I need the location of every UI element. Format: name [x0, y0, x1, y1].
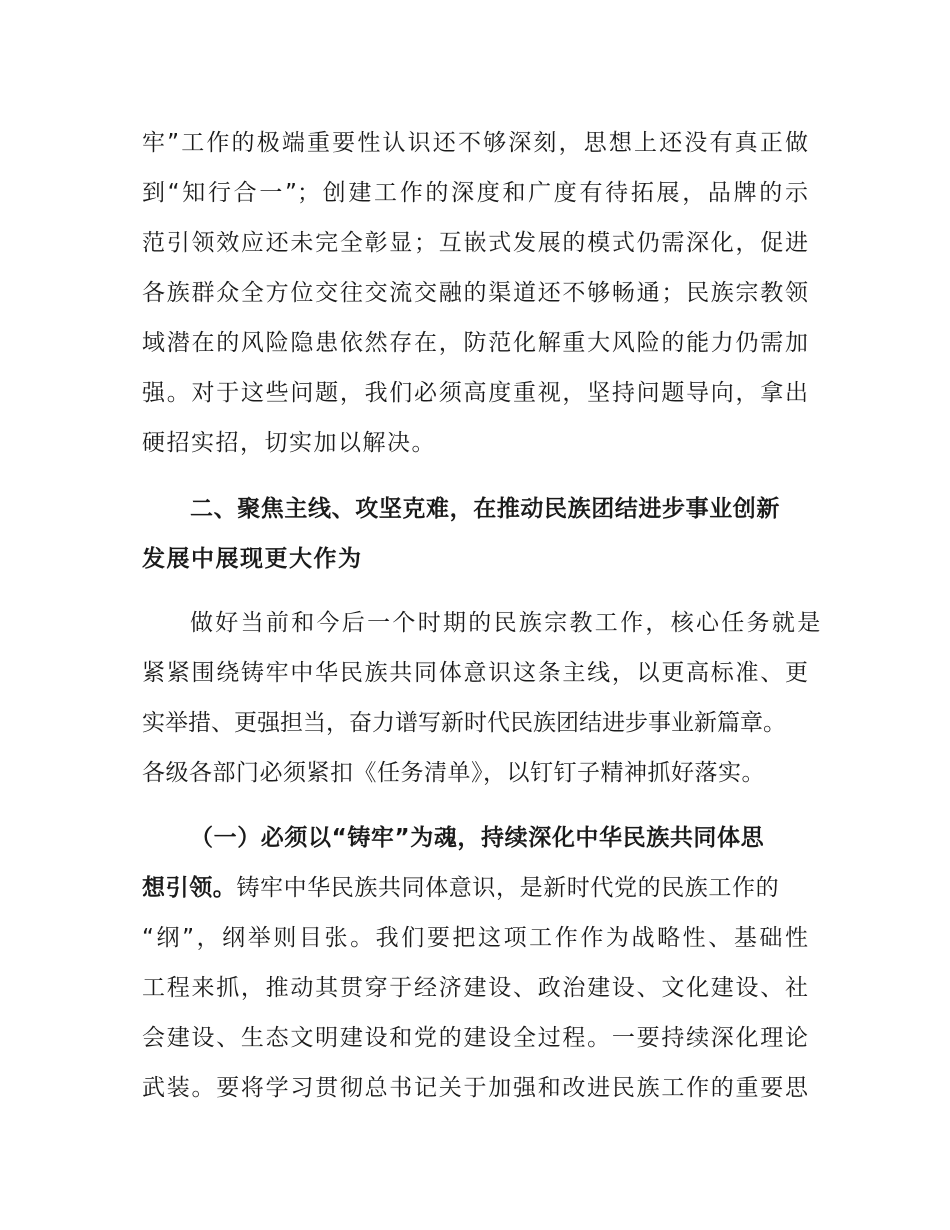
paragraph-2-line-2: 紧紧围绕铸牢中华民族共同体意识这条主线，以更高标准、更	[142, 660, 808, 686]
paragraph-2-line-3: 实举措、更强担当，奋力谱写新时代民族团结进步事业新篇章。	[142, 710, 786, 736]
paragraph-1-line-4: 各族群众全方位交往交流交融的渠道还不够畅通；民族宗教领	[142, 280, 808, 306]
paragraph-1-line-7: 硬招实招，切实加以解决。	[142, 430, 436, 456]
paragraph-3-line-5: 会建设、生态文明建设和党的建设全过程。一要持续深化理论	[142, 1025, 808, 1051]
section-heading-line-2: 发展中展现更大作为	[142, 546, 363, 572]
paragraph-3-line-2	[142, 873, 779, 903]
paragraph-3-line-4: 工程来抓，推动其贯穿于经济建设、政治建设、文化建设、社	[142, 975, 808, 1001]
paragraph-3-line-6: 武装。要将学习贯彻总书记关于加强和改进民族工作的重要思	[142, 1075, 808, 1101]
paragraph-1-line-6: 强。对于这些问题，我们必须高度重视，坚持问题导向，拿出	[142, 380, 808, 406]
paragraph-1-line-2: 到“知行合一”；创建工作的深度和广度有待拓展，品牌的示	[142, 180, 808, 206]
paragraph-1-line-1: 牢”工作的极端重要性认识还不够深刻，思想上还没有真正做	[142, 130, 808, 156]
paragraph-2-line-1: 做好当前和今后一个时期的民族宗教工作，核心任务就是	[190, 610, 823, 636]
subheading-line-1: （一）必须以“铸牢”为魂，持续深化中华民族共同体思	[190, 825, 765, 851]
paragraph-1-line-5: 域潜在的风险隐患依然存在，防范化解重大风险的能力仍需加	[142, 330, 808, 356]
paragraph-2-line-4: 各级各部门必须紧扣《任务清单》，以钉钉子精神抓好落实。	[142, 760, 765, 786]
paragraph-1-line-3: 范引领效应还未完全彰显；互嵌式发展的模式仍需深化，促进	[142, 230, 808, 256]
subheading-line-2-bold: 想引领。	[142, 875, 237, 901]
paragraph-3-line-3: “纲”，纲举则目张。我们要把这项工作作为战略性、基础性	[142, 925, 808, 951]
section-heading-line-1: 二、聚焦主线、攻坚克难，在推动民族团结进步事业创新	[190, 496, 780, 522]
paragraph-3-line-2-text: 铸牢中华民族共同体意识，是新时代党的民族工作的	[236, 875, 780, 901]
